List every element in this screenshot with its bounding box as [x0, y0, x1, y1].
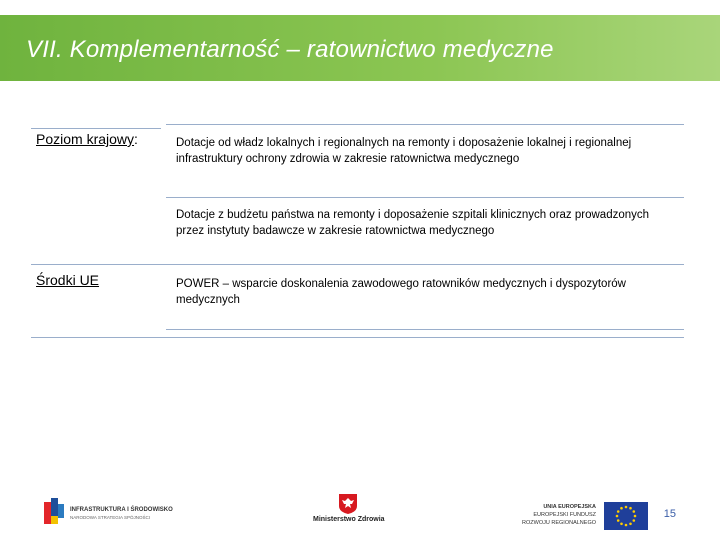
row-label-colon: :	[134, 131, 138, 147]
table-top-line-left	[31, 128, 161, 129]
row-label-national	[36, 131, 138, 147]
row-label-eu-funds	[36, 272, 99, 288]
ministerstwo-name: Ministerstwo Zdrowia	[313, 516, 385, 523]
table-divider-3	[166, 329, 684, 330]
table-top-line-right	[166, 124, 684, 125]
polish-eagle-icon	[337, 493, 359, 515]
eu-line-1: UNIA EUROPEJSKA	[543, 504, 596, 510]
logo-infrastruktura	[44, 498, 194, 526]
logo-unia-europejska	[522, 502, 648, 530]
slide-title: VII. Komplementarność – ratownictwo medyczne	[26, 36, 554, 63]
infrastruktura-emblem-icon	[44, 498, 66, 526]
row-label-eu-funds-text: Środki UE	[36, 272, 100, 288]
page-number: 15	[663, 508, 676, 520]
infrastruktura-sub: NARODOWA STRATEGIA SPÓJNOŚCI	[70, 515, 151, 520]
cell-power-program: POWER – wsparcie doskonalenia zawodowego ratowników medycznych i dyspozytorów medycznych	[176, 278, 626, 306]
table-divider-2	[31, 264, 684, 265]
cell-local-grants: Dotacje od władz lokalnych i regionalnych na remonty i doposażenie lokalnej i regionalnej infrastruktury ochrony zdrowia w zakresie ratownictwa medycznego	[176, 137, 632, 165]
table-bottom-line	[31, 337, 684, 338]
logo-ministerstwo-zdrowia	[308, 493, 388, 529]
eu-line-3: ROZWOJU REGIONALNEGO	[522, 520, 596, 526]
infrastruktura-name: INFRASTRUKTURA I ŚRODOWISKO	[70, 507, 173, 513]
table-divider-1	[166, 197, 684, 198]
eu-line-2: EUROPEJSKI FUNDUSZ	[533, 512, 596, 518]
eu-flag-icon	[604, 502, 648, 530]
row-label-national-text: Poziom krajowy	[36, 131, 135, 147]
cell-state-budget-grants: Dotacje z budżetu państwa na remonty i doposażenie szpitali klinicznych oraz prowadzonych przez instytuty badawcze w zakresie ratownictwa medycznego	[176, 209, 650, 237]
